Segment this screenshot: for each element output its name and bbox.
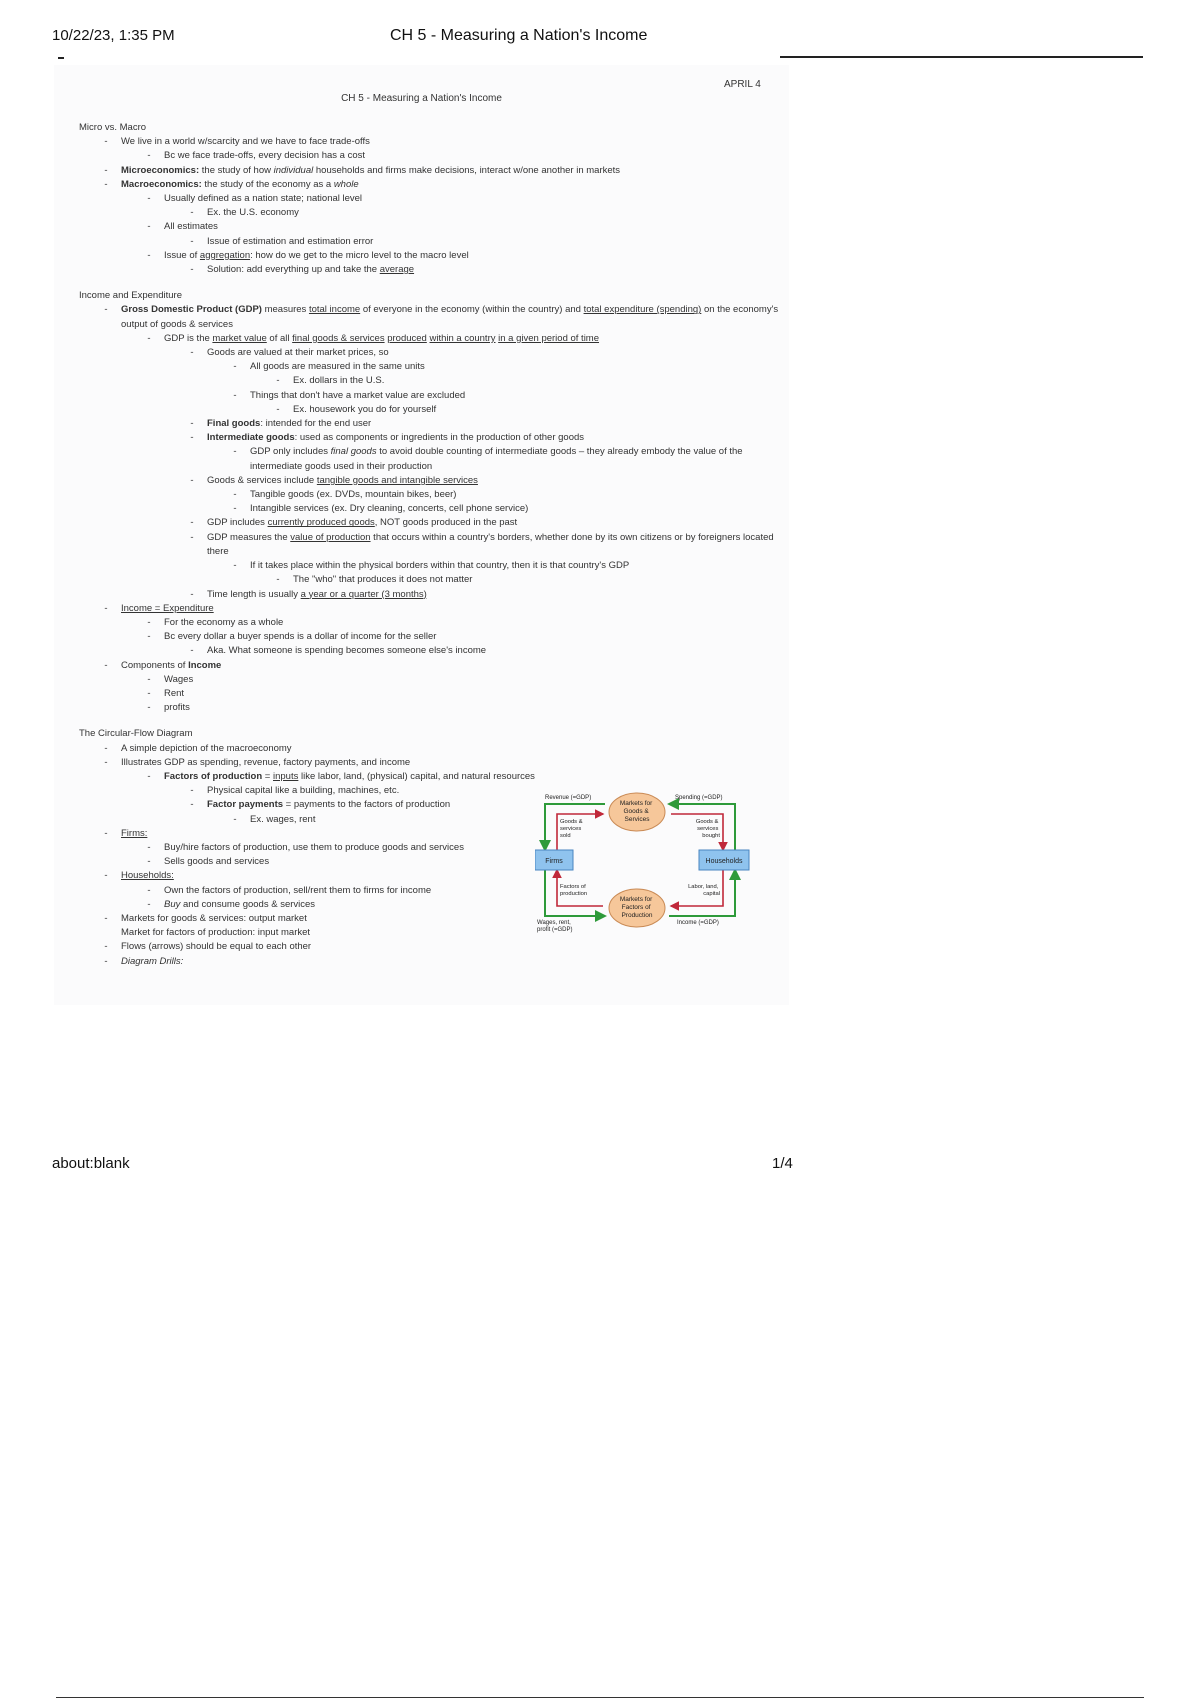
- list-item: - All estimates: [147, 221, 218, 233]
- list-item: - Components of Income: [104, 659, 222, 671]
- list-item: - Ex. dollars in the U.S.: [276, 375, 385, 387]
- list-item: - Things that don't have a market value are excluded: [233, 389, 466, 401]
- svg-text:Markets for Goods &: [620, 800, 654, 823]
- document-date: APRIL 4: [724, 79, 761, 90]
- list-item: - Gross Domestic Product (GDP) measures total income of everyone in the economy (within the country) and total expenditure (spending) on the economy's output of goods & services: [104, 304, 779, 330]
- list-item: - GDP only includes final goods to avoid double counting of intermediate goods – they already embody the value of the intermediate goods used in their production: [233, 446, 743, 472]
- list-item: - Sells goods and services: [147, 856, 270, 868]
- list-item: - profits: [147, 702, 190, 714]
- bottom-rule-divider: [56, 1697, 1144, 1698]
- section-heading-income-expenditure: Income and Expenditure: [79, 290, 182, 302]
- list-item: - Income = Expenditure: [104, 602, 214, 614]
- market-goods-label-3: Services: [624, 816, 650, 823]
- list-item: - Ex. housework you do for yourself: [276, 403, 437, 415]
- list-item: - GDP is the market value of all final goods & services produced within a country in a given period of time: [147, 332, 600, 344]
- section-heading-circular-flow: The Circular-Flow Diagram: [79, 728, 193, 740]
- market-factors-label-2: Factors of: [621, 904, 651, 911]
- list-item: - Rent: [147, 687, 185, 699]
- list-item: - Buy/hire factors of production, use them to produce goods and services: [147, 841, 464, 853]
- firms-label: Firms: [545, 858, 563, 865]
- list-item: - Wages: [147, 673, 194, 685]
- list-item: - GDP measures the value of production that occurs within a country's borders, whether done by its own citizens or by foreigners located there: [190, 531, 774, 557]
- market-goods-label-2: Goods &: [623, 808, 649, 815]
- svg-text:Markets for Factors of: [620, 896, 654, 919]
- wages-label-2: profit (=GDP): [537, 927, 573, 933]
- list-item: - Intangible services (ex. Dry cleaning, concerts, cell phone service): [233, 503, 529, 515]
- market-factors-label-1: Markets for: [619, 896, 653, 903]
- svg-text:Goods & services b: [696, 819, 721, 839]
- list-item: - For the economy as a whole: [147, 616, 284, 628]
- income-arrow: [669, 870, 735, 916]
- spending-label: Spending (=GDP): [675, 795, 723, 801]
- svg-text:Labor, land, capital: [688, 884, 720, 897]
- list-item: - Factors of production = inputs like labor, land, (physical) capital, and natural resources: [147, 770, 535, 782]
- svg-text:Wages, rent, profit (=GD: [537, 920, 573, 933]
- list-item: Market for factors of production: input market: [121, 927, 311, 939]
- list-item: - All goods are measured in the same units: [233, 361, 425, 373]
- income-label: Income (=GDP): [677, 920, 719, 926]
- goods-bought-label-1: Goods &: [695, 819, 719, 825]
- circular-flow-diagram: [535, 790, 750, 940]
- list-item: - Goods are valued at their market prices, so: [190, 347, 389, 359]
- market-goods-label-1: Markets for: [619, 800, 653, 807]
- list-item: - The "who" that produces it does not matter: [276, 574, 473, 586]
- print-header-datetime: 10/22/23, 1:35 PM: [52, 27, 175, 44]
- list-item: - Bc every dollar a buyer spends is a dollar of income for the seller: [147, 631, 437, 643]
- labor-label-2: capital: [703, 891, 720, 897]
- list-item: - Diagram Drills:: [104, 955, 184, 967]
- list-item: - Buy and consume goods & services: [147, 898, 316, 910]
- list-item: - Physical capital like a building, machines, etc.: [190, 785, 400, 797]
- header-tick-divider: [58, 57, 64, 59]
- section-heading-micro-macro: Micro vs. Macro: [79, 122, 147, 133]
- goods-bought-label-3: bought: [702, 833, 720, 839]
- list-item: - Ex. the U.S. economy: [190, 207, 299, 219]
- list-item: - Own the factors of production, sell/rent them to firms for income: [147, 884, 432, 896]
- list-item: - Final goods: intended for the end user: [190, 418, 372, 430]
- header-rule-divider: [780, 56, 1143, 58]
- revenue-label: Revenue (=GDP): [545, 795, 592, 801]
- list-item: - Markets for goods & services: output market: [104, 912, 307, 924]
- list-item: - Time length is usually a year or a quarter (3 months): [190, 588, 427, 600]
- wages-label-1: Wages, rent,: [537, 920, 571, 926]
- labor-label-1: Labor, land,: [688, 884, 719, 890]
- list-item: - Tangible goods (ex. DVDs, mountain bikes, beer): [233, 489, 457, 501]
- list-item: - Solution: add everything up and take the average: [190, 264, 415, 276]
- list-item: - Issue of estimation and estimation error: [190, 235, 374, 247]
- goods-sold-label-3: sold: [560, 833, 571, 839]
- goods-sold-label-2: services: [560, 826, 582, 832]
- list-item: - Firms:: [104, 827, 148, 839]
- market-factors-label-3: Production: [621, 912, 653, 919]
- list-item: - If it takes place within the physical borders within that country, then it is that country's GDP: [233, 560, 630, 572]
- print-footer-url: about:blank: [52, 1155, 130, 1172]
- list-item: - Flows (arrows) should be equal to each other: [104, 941, 312, 953]
- list-item: - Goods & services include tangible goods and intangible services: [190, 474, 478, 486]
- list-item: - Factor payments = payments to the factors of production: [190, 799, 451, 811]
- list-item: - Aka. What someone is spending becomes someone else's income: [190, 645, 487, 657]
- svg-text:Goods & services s: [560, 819, 584, 839]
- goods-bought-label-2: services: [697, 826, 719, 832]
- list-item: - GDP includes currently produced goods, NOT goods produced in the past: [190, 517, 518, 529]
- list-item: - Microeconomics: the study of how individual households and firms make decisions, interact w/one another in markets: [104, 164, 621, 176]
- list-item: - Illustrates GDP as spending, revenue, factory payments, and income: [104, 756, 411, 768]
- list-item: - Usually defined as a nation state; national level: [147, 193, 363, 205]
- list-item: - Ex. wages, rent: [233, 813, 316, 825]
- households-label: Households: [705, 858, 743, 865]
- list-item: - A simple depiction of the macroeconomy: [104, 742, 292, 754]
- document-title: CH 5 - Measuring a Nation's Income: [341, 93, 502, 104]
- list-item: - Macroeconomics: the study of the economy as a whole: [104, 178, 359, 190]
- print-header-title: CH 5 - Measuring a Nation's Income: [390, 27, 648, 44]
- list-item: - Intermediate goods: used as components or ingredients in the production of other goods: [190, 432, 585, 444]
- factors-label-1: Factors of: [560, 884, 586, 890]
- factors-label-2: production: [560, 891, 588, 897]
- list-item: - Households:: [104, 870, 174, 882]
- list-item: - We live in a world w/scarcity and we have to face trade-offs: [104, 136, 370, 148]
- svg-text:Factors of production: [560, 884, 587, 897]
- circular-flow-svg: [535, 790, 750, 940]
- print-footer-page-number: 1/4: [772, 1155, 793, 1172]
- goods-sold-label-1: Goods &: [560, 819, 583, 825]
- list-item: - Issue of aggregation: how do we get to the micro level to the macro level: [147, 249, 469, 261]
- list-item: - Bc we face trade-offs, every decision has a cost: [147, 150, 366, 162]
